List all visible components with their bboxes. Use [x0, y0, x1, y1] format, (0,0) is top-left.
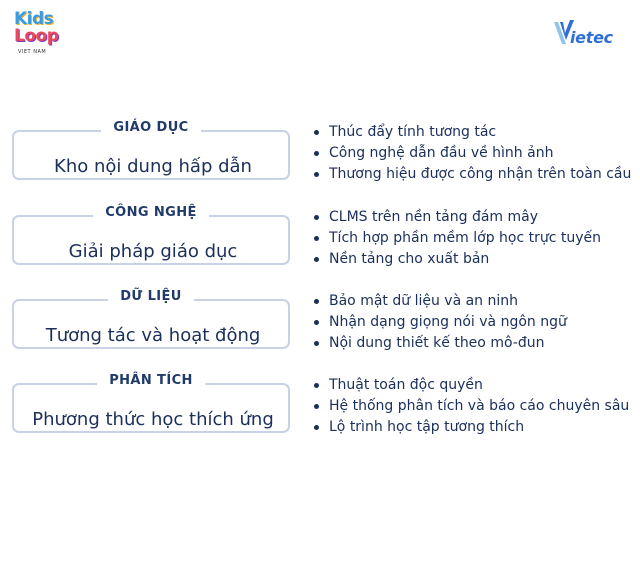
category-box [12, 130, 290, 180]
vietec-logo [552, 18, 624, 48]
category-box [12, 215, 290, 265]
feature-item: Nội dung thiết kế theo mô-đun [312, 333, 567, 354]
feature-list [312, 207, 601, 270]
category-tag: PHÂN TÍCH [12, 373, 290, 388]
feature-item: Lộ trình học tập tương thích [312, 417, 629, 438]
feature-item: Hệ thống phân tích và báo cáo chuyên sâu [312, 396, 629, 417]
logo-line1: Kids [14, 9, 54, 29]
feature-list [312, 122, 631, 185]
feature-item: Thúc đẩy tính tương tác [312, 122, 631, 143]
feature-item: CLMS trên nền tảng đám mây [312, 207, 601, 228]
category-tag: DỮ LIỆU [12, 289, 290, 304]
row-giao-duc [12, 120, 632, 190]
kidsloop-logo [12, 9, 62, 59]
category-box [12, 383, 290, 433]
feature-item: Nền tảng cho xuất bản [312, 249, 601, 270]
feature-item: Bảo mật dữ liệu và an ninh [312, 291, 567, 312]
feature-item: Thuật toán độc quyền [312, 375, 629, 396]
feature-item: Công nghệ dẫn đầu về hình ảnh [312, 143, 631, 164]
feature-item: Nhận dạng giọng nói và ngôn ngữ [312, 312, 567, 333]
category-tag: GIÁO DỤC [12, 120, 290, 135]
feature-item: Thương hiệu được công nhận trên toàn cầu [312, 164, 631, 185]
category-title: Giải pháp giáo dục [68, 241, 238, 262]
category-title: Phương thức học thích ứng [32, 409, 274, 430]
category-title: Tương tác và hoạt động [45, 325, 261, 346]
vietec-word: ietec [570, 28, 613, 47]
category-title: Kho nội dung hấp dẫn [54, 156, 252, 177]
row-phan-tich [12, 373, 632, 443]
category-tag: CÔNG NGHỆ [12, 205, 290, 220]
feature-item: Tích hợp phần mềm lớp học trực tuyến [312, 228, 601, 249]
row-du-lieu [12, 289, 632, 359]
category-box [12, 299, 290, 349]
row-cong-nghe [12, 205, 632, 275]
logo-sub: VIET NAM [18, 49, 47, 55]
feature-list [312, 291, 567, 354]
feature-list [312, 375, 629, 438]
logo-line2: Loop [14, 26, 59, 46]
